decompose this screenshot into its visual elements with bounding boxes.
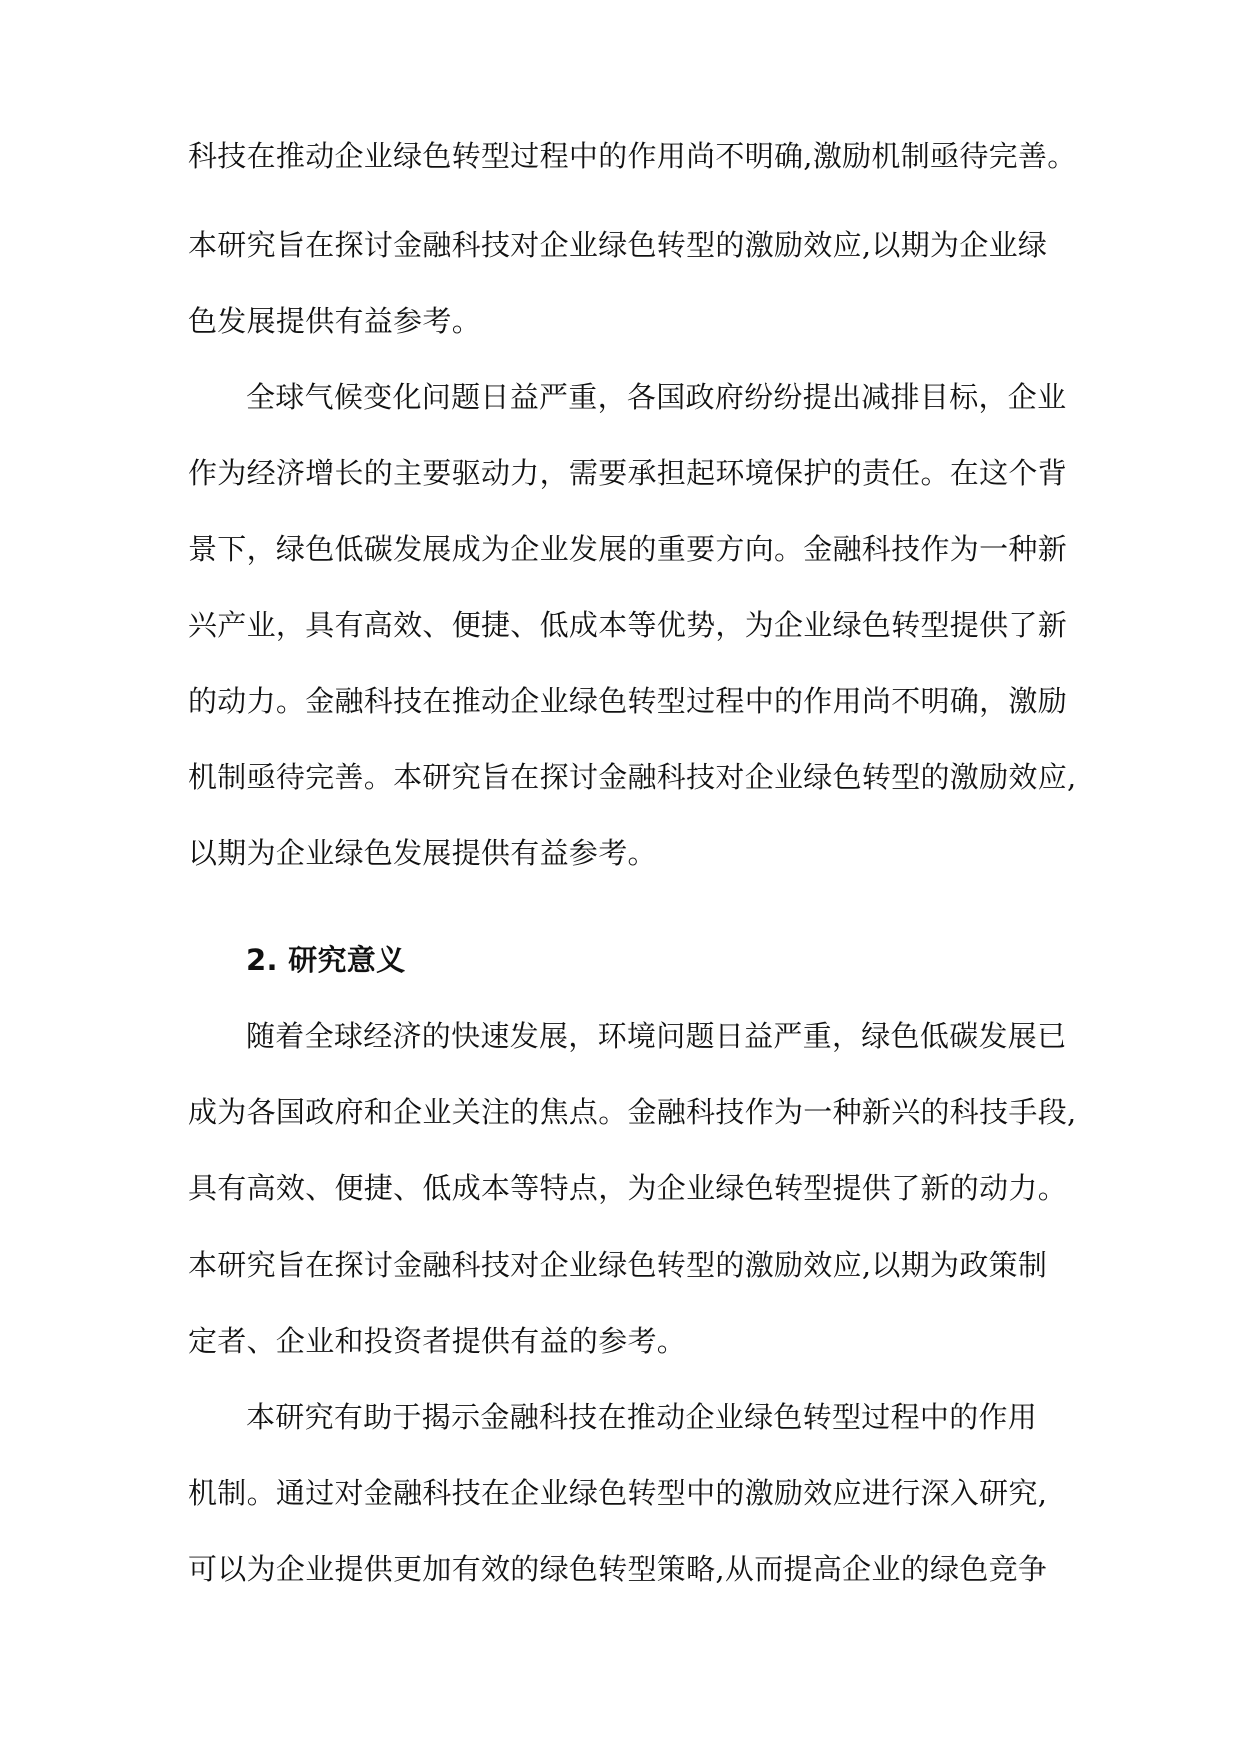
paragraph-line: 全球气候变化问题日益严重，各国政府纷纷提出减排目标，企业 — [246, 380, 1067, 414]
paragraph-line: 本研究有助于揭示金融科技在推动企业绿色转型过程中的作用 — [246, 1400, 1038, 1434]
section-heading: 2. 研究意义 — [246, 943, 406, 977]
paragraph-line: 兴产业，具有高效、便捷、低成本等优势，为企业绿色转型提供了新 — [188, 608, 1068, 642]
paragraph-line: 机制亟待完善。本研究旨在探讨金融科技对企业绿色转型的激励效应, — [188, 760, 1077, 794]
paragraph-line: 本研究旨在探讨金融科技对企业绿色转型的激励效应,以期为政策制 — [188, 1248, 1048, 1282]
paragraph-line: 随着全球经济的快速发展，环境问题日益严重，绿色低碳发展已 — [246, 1019, 1067, 1053]
paragraph-line: 定者、企业和投资者提供有益的参考。 — [188, 1324, 687, 1358]
paragraph-line: 的动力。金融科技在推动企业绿色转型过程中的作用尚不明确，激励 — [188, 684, 1068, 718]
paragraph-line: 具有高效、便捷、低成本等特点，为企业绿色转型提供了新的动力。 — [188, 1171, 1068, 1205]
paragraph-line: 可以为企业提供更加有效的绿色转型策略,从而提高企业的绿色竞争 — [188, 1552, 1048, 1586]
paragraph-line: 景下，绿色低碳发展成为企业发展的重要方向。金融科技作为一种新 — [188, 532, 1068, 566]
paragraph-line: 色发展提供有益参考。 — [188, 304, 482, 338]
paragraph-line: 机制。通过对金融科技在企业绿色转型中的激励效应进行深入研究, — [188, 1476, 1048, 1510]
paragraph-line: 作为经济增长的主要驱动力，需要承担起环境保护的责任。在这个背 — [188, 456, 1068, 490]
paragraph-line: 科技在推动企业绿色转型过程中的作用尚不明确,激励机制亟待完善。 — [188, 139, 1077, 173]
paragraph-line: 本研究旨在探讨金融科技对企业绿色转型的激励效应,以期为企业绿 — [188, 228, 1048, 262]
paragraph-line: 成为各国政府和企业关注的焦点。金融科技作为一种新兴的科技手段, — [188, 1095, 1077, 1129]
paragraph-line: 以期为企业绿色发展提供有益参考。 — [188, 836, 657, 870]
